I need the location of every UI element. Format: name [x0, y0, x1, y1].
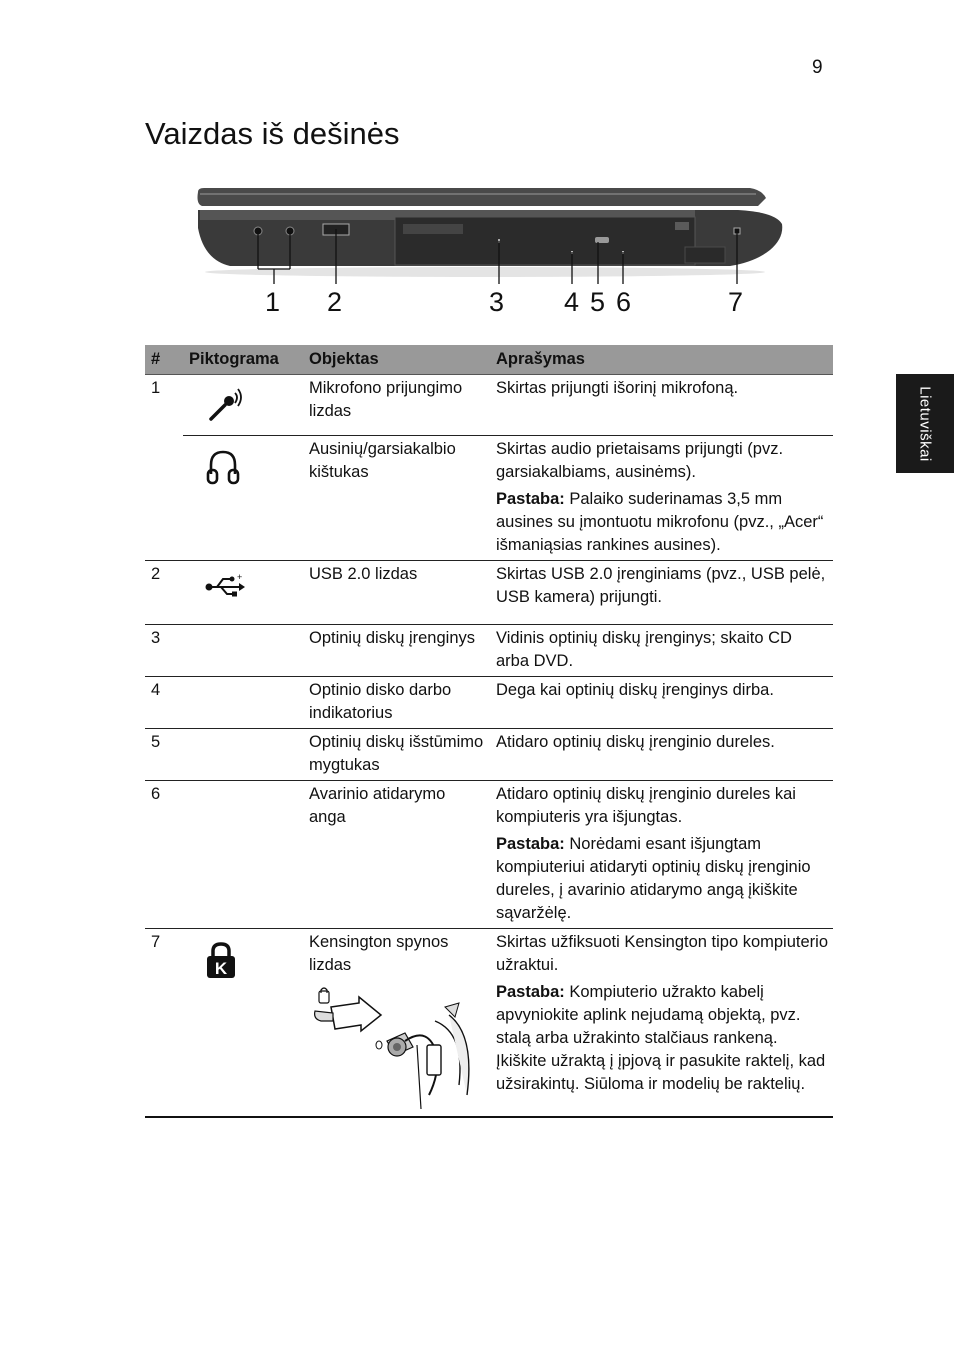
row-icon-cell — [183, 436, 303, 561]
table-row — [145, 677, 833, 729]
row-object: Optinių diskų išstūmimo mygtukas — [303, 729, 490, 781]
table-row — [145, 781, 833, 929]
row-description: Vidinis optinių diskų įrenginys; skaito CD arba DVD. — [490, 625, 833, 677]
svg-text:+: + — [237, 573, 243, 582]
row-description: Skirtas audio prietaisams prijungti (pvz. garsiakalbiams, ausinėms). — [496, 440, 784, 481]
note-label: Pastaba: — [496, 983, 565, 1001]
row-number: 1 — [151, 379, 161, 397]
header-number: # — [145, 345, 183, 375]
row-object: Kensington spynos lizdas — [309, 933, 449, 974]
row-object: Avarinio atidarymo anga — [303, 781, 490, 929]
callout-6: 6 — [616, 287, 632, 317]
row-note — [496, 488, 829, 557]
ports-table — [145, 345, 833, 1118]
row-number: 4 — [145, 677, 183, 729]
svg-text:K: K — [214, 959, 228, 978]
microphone-icon — [205, 387, 245, 423]
callout-7: 7 — [728, 287, 744, 317]
table-row — [145, 561, 833, 625]
table-row — [145, 729, 833, 781]
row-description-cell — [490, 781, 833, 929]
callout-1: 1 — [265, 287, 281, 317]
note-text: Kompiuterio užrakto kabelį apvyniokite aplink nejudamą objektą, pvz. stalą arba užrakinto stalčiaus rankeną. Įkiškite užraktą į įpjovą ir pasukite raktelį, kad užsirakintų. Siūloma ir modelių be raktelių. — [496, 983, 826, 1093]
row-number — [145, 436, 183, 561]
row-icon-cell — [183, 929, 303, 1118]
row-note — [496, 981, 829, 1096]
kensington-lock-icon — [205, 941, 237, 979]
note-text: Norėdami esant išjungtam kompiuteriui atidaryti optinių diskų įrenginio dureles, į avarinio atidarymo angą įkiškite sąvaržėlę. — [496, 835, 811, 922]
table-row — [145, 929, 833, 1118]
note-text: Palaiko suderinamas 3,5 mm ausines su įmontuotu mikrofonu (pvz., „Acer“ išmaniąsias rankines ausines). — [496, 490, 824, 554]
table-header-row — [145, 345, 833, 375]
row-object: Ausinių/garsiakalbio kištukas — [303, 436, 490, 561]
laptop-right-side-illustration — [190, 184, 790, 294]
row-note — [496, 833, 829, 925]
usb-icon — [205, 573, 245, 599]
callout-2: 2 — [327, 287, 343, 317]
row-object: Mikrofono prijungimo lizdas — [303, 375, 490, 436]
callout-4: 4 — [564, 287, 580, 317]
language-side-tab — [896, 374, 954, 473]
row-icon-cell — [183, 625, 303, 677]
row-description: Dega kai optinių diskų įrenginys dirba. — [490, 677, 833, 729]
callout-3: 3 — [489, 287, 505, 317]
language-side-tab-label: Lietuviškai — [916, 385, 934, 462]
note-label: Pastaba: — [496, 835, 565, 853]
row-icon-cell — [183, 729, 303, 781]
row-number: 5 — [145, 729, 183, 781]
header-icon: Piktograma — [183, 345, 303, 375]
row-object: Optinių diskų įrenginys — [303, 625, 490, 677]
page-title: Vaizdas iš dešinės — [145, 116, 400, 151]
row-description-cell — [490, 436, 833, 561]
table-row — [145, 375, 833, 436]
kensington-lock-installation-illustration — [309, 985, 479, 1113]
row-description: Atidaro optinių diskų įrenginio dureles. — [490, 729, 833, 781]
headphones-icon — [205, 448, 241, 486]
row-description: Skirtas prijungti išorinį mikrofoną. — [490, 375, 833, 436]
row-description-cell — [490, 929, 833, 1118]
header-description: Aprašymas — [490, 345, 833, 375]
row-description: Skirtas užfiksuoti Kensington tipo kompiuterio užraktui. — [496, 933, 828, 974]
row-icon-cell — [183, 375, 303, 436]
row-number: 6 — [145, 781, 183, 929]
callout-5: 5 — [590, 287, 606, 317]
table-row — [145, 625, 833, 677]
row-icon-cell — [183, 781, 303, 929]
page-number: 9 — [812, 57, 823, 78]
row-number: 3 — [145, 625, 183, 677]
row-icon-cell — [183, 561, 303, 625]
row-description: Skirtas USB 2.0 įrenginiams (pvz., USB pelė, USB kamera) prijungti. — [490, 561, 833, 625]
table-row — [145, 436, 833, 561]
header-object: Objektas — [303, 345, 490, 375]
row-number: 7 — [145, 929, 183, 1118]
row-description: Atidaro optinių diskų įrenginio dureles kai kompiuteris yra išjungtas. — [496, 785, 796, 826]
row-object: Optinio disko darbo indikatorius — [303, 677, 490, 729]
row-icon-cell — [183, 677, 303, 729]
row-object: USB 2.0 lizdas — [303, 561, 490, 625]
row-number: 2 — [145, 561, 183, 625]
note-label: Pastaba: — [496, 490, 565, 508]
row-object-cell — [303, 929, 490, 1118]
